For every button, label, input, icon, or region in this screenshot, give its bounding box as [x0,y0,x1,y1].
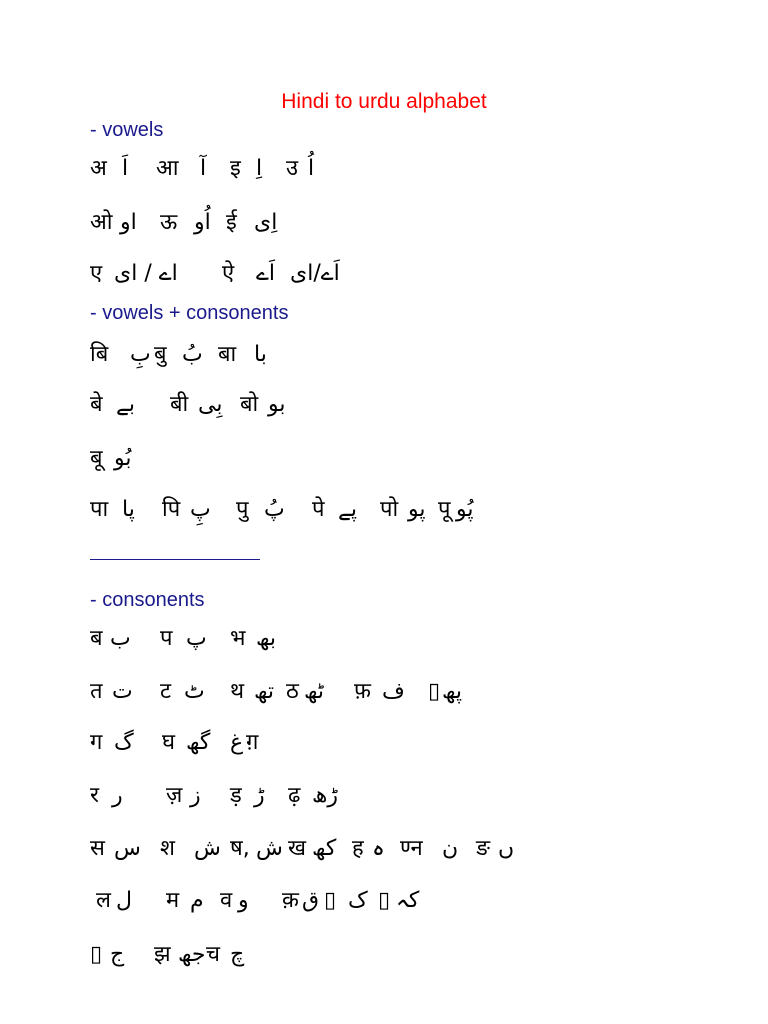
urdu-letter: بو [268,392,286,417]
urdu-letter: پے [338,497,358,522]
hindi-letter: पा [90,497,109,522]
hindi-letter: ज़ [166,783,183,808]
hindi-letter: थ [230,679,245,704]
hindi-letter: ङ [476,836,491,861]
hindi-letter: पे [312,497,325,522]
hindi-letter: म [166,888,180,913]
hindi-letter: ख [288,836,306,861]
urdu-letter: ٹھ [304,679,325,704]
urdu-letter: ش [194,836,221,861]
missing-glyph: ▯ [90,942,103,967]
hindi-letter: ठ [286,679,299,704]
hindi-letter: ई [226,210,237,235]
hindi-letter: प [160,626,173,651]
urdu-letter: با [254,342,267,367]
urdu-letter: ڑھ [312,783,338,808]
hindi-letter: ग़ [246,730,259,755]
urdu-letter: بِی [198,392,223,417]
hindi-letter: ह [352,836,364,861]
urdu-letter: پ [186,626,207,651]
urdu-letter: پو [408,497,426,522]
urdu-letter: ل [116,888,132,913]
urdu-letter: ق [302,888,320,913]
urdu-letter: ت [112,679,133,704]
urdu-letter: ن [442,836,459,861]
hindi-letter: ण्न [400,836,423,861]
hindi-letter: आ [156,156,179,181]
urdu-letter: ہ [372,836,385,861]
urdu-letter: اَے [256,261,276,286]
urdu-letter: ٹ [184,679,205,704]
hindi-letter: ब [90,626,103,651]
urdu-letter: ں [498,836,515,861]
missing-glyph: ▯ [324,888,337,913]
hindi-letter: ढ़ [288,783,301,808]
urdu-letter: ب [110,626,131,651]
hindi-letter: च [206,942,220,967]
hindi-letter: र [90,783,99,808]
urdu-letter: پُ [264,497,285,522]
urdu-letter: پُو [456,497,474,522]
hindi-letter: पु [236,497,249,522]
urdu-letter: آ [200,156,207,181]
urdu-letter: او [120,210,137,235]
horizontal-rule [90,559,260,560]
hindi-letter: झ [154,942,171,967]
urdu-letter: اُ [308,156,315,181]
hindi-letter: श [160,836,175,861]
urdu-letter: تھ [254,679,275,704]
urdu-letter: ر [112,783,123,808]
urdu-letter: ز [190,783,201,808]
hindi-letter: बु [154,342,167,367]
urdu-letter: اَ [122,156,129,181]
hindi-letter: ए [90,261,103,286]
hindi-letter: बो [240,392,259,417]
hindi-letter: ओ [90,210,113,235]
hindi-letter: बी [170,392,189,417]
urdu-letter: بُو [114,446,132,471]
hindi-letter: ष, [230,836,250,861]
urdu-letter: ج [110,942,125,967]
missing-glyph: ▯ [378,888,391,913]
urdu-letter: ک [348,888,368,913]
urdu-letter: م [190,888,204,913]
page-title: Hindi to urdu alphabet [281,90,487,113]
hindi-letter: उ [286,156,299,181]
hindi-letter: बू [90,446,103,471]
urdu-letter: پِ [190,497,211,522]
hindi-letter: त [90,679,103,704]
hindi-letter: पो [380,497,399,522]
urdu-letter: بھ [256,626,277,651]
vowels-consonents-heading: - vowels + consonents [90,302,289,324]
urdu-letter: جھ [178,942,206,967]
hindi-letter: बि [90,342,109,367]
urdu-letter: غ [230,730,244,755]
hindi-letter: पू [438,497,451,522]
urdu-letter: ڑ [254,783,265,808]
hindi-letter: अ [90,156,107,181]
urdu-letter: اے / ای [114,261,178,286]
consonents-heading: - consonents [90,589,205,611]
hindi-letter: भ [230,626,246,651]
missing-glyph: ▯ [428,679,441,704]
urdu-letter: اِ [256,156,263,181]
urdu-letter: چ [230,942,245,967]
urdu-letter: اِی [254,210,278,235]
hindi-letter: ड़ [230,783,242,808]
hindi-letter: व [220,888,233,913]
hindi-letter: फ़ [354,679,371,704]
urdu-letter: کھ [312,836,337,861]
vowels-heading: - vowels [90,119,164,141]
urdu-letter: س [114,836,141,861]
urdu-letter: و [238,888,249,913]
urdu-letter: گ [114,730,134,755]
urdu-letter: کہ [396,888,420,913]
hindi-letter: घ [162,730,176,755]
hindi-letter: पि [162,497,181,522]
hindi-letter: ल [96,888,111,913]
urdu-letter: بُ [182,342,203,367]
urdu-letter: اُو [194,210,211,235]
urdu-letter: بِ [130,342,151,367]
hindi-letter: ग [90,730,103,755]
urdu-letter: اَے/ای [290,261,340,286]
urdu-letter: پا [122,497,135,522]
urdu-letter: پھ [442,679,463,704]
hindi-letter: इ [230,156,241,181]
hindi-letter: ट [160,679,172,704]
hindi-letter: स [90,836,105,861]
urdu-letter: ف [382,679,405,704]
hindi-letter: ऊ [160,210,178,235]
hindi-letter: बे [90,392,103,417]
hindi-letter: क़ [282,888,299,913]
urdu-letter: گھ [186,730,211,755]
urdu-letter: ش [256,836,283,861]
hindi-letter: बा [218,342,237,367]
urdu-letter: بے [116,392,136,417]
hindi-letter: ऐ [222,261,235,286]
